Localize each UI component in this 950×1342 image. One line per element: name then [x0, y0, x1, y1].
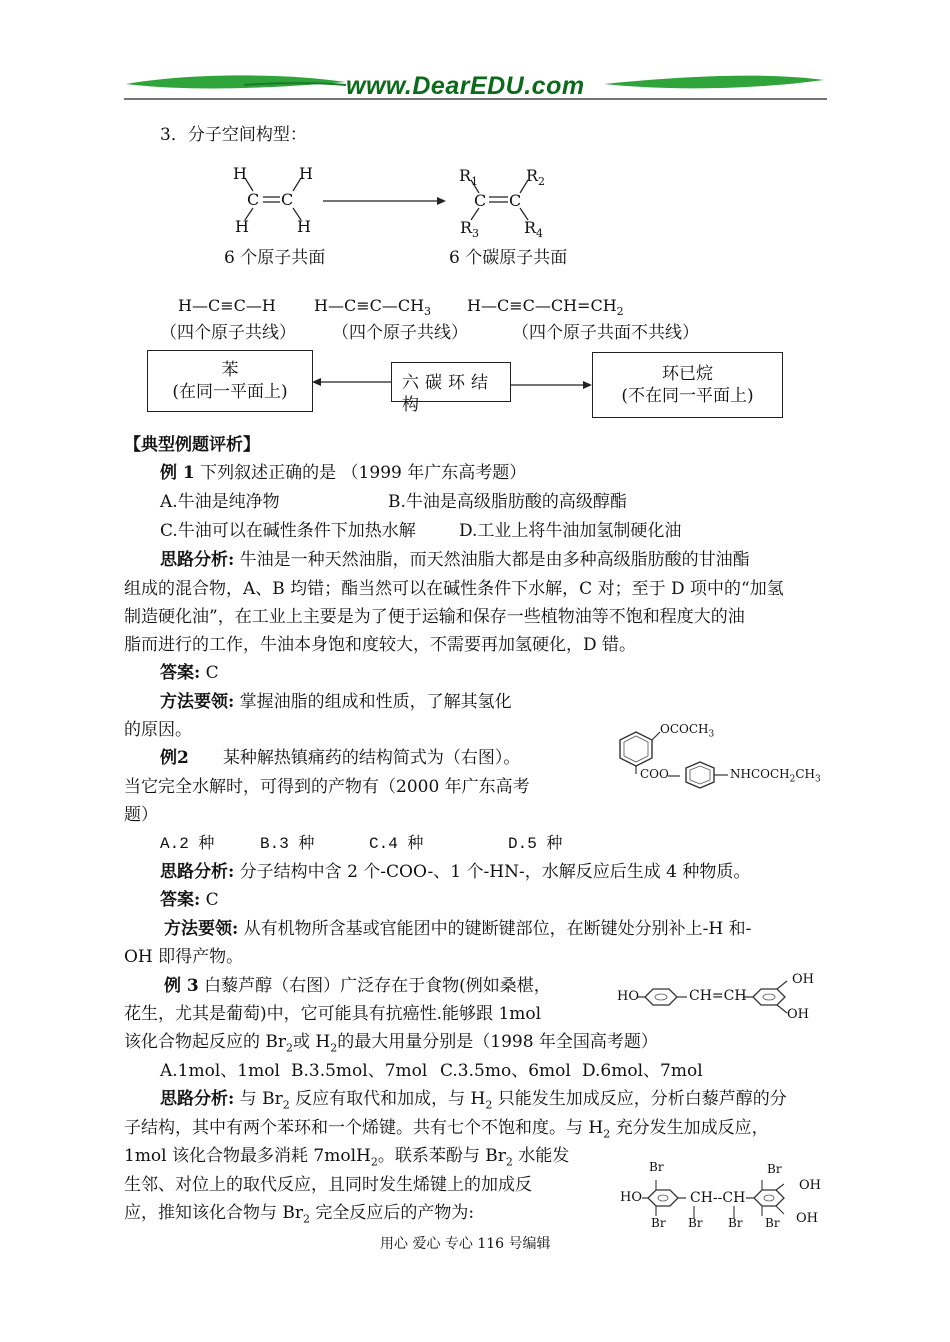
site-logo[interactable]: www.DearEDU.com	[346, 72, 585, 100]
ex2-struct-right-group: $NHCOCH_2CH_3$	[730, 767, 821, 785]
ex3-stem-line-1: 例 3 白藜芦醇（右图）广泛存在于食物(例如桑椹，	[164, 976, 551, 996]
atom-h-1: H	[233, 164, 247, 183]
atom-h-4: H	[297, 217, 311, 236]
ex3-analysis-line-1: 思路分析: 与 $Br_2$ 反应有取代和加成，与 $H_2$ 只能发生加成反应，分析白藜芦醇的分	[160, 1089, 787, 1112]
benzene-note: (在同一平面上)	[172, 382, 288, 402]
ex2-option-d: D.5 种	[508, 835, 563, 853]
product-br-1: Br	[649, 1160, 664, 1174]
ex2-method-line-2: OH 即得产物。	[124, 947, 244, 967]
linear-caption-1: （四个原子共线）	[160, 323, 296, 343]
product-br-6: Br	[765, 1216, 780, 1230]
ex3-analysis-line-2: 子结构，其中有两个苯环和一个烯键。共有七个不饱和度。与 $H_2$ 充分发生加成反应，	[124, 1118, 769, 1141]
atom-h-2: H	[299, 164, 313, 183]
ex2-answer: 答案: C	[160, 890, 219, 910]
ex2-stem-line-1: 例2 某种解热镇痛药的结构简式为（右图）。	[160, 748, 521, 768]
ex2-struct-top-group: $OCOCH_3$	[660, 722, 715, 740]
substituted-caption: 6 个碳原子共面	[449, 248, 568, 268]
atom-c-1: C	[247, 190, 260, 209]
product-br-5: Br	[728, 1216, 743, 1230]
ex1-stem: 例 1 下列叙述正确的是 （1999 年广东高考题）	[160, 463, 527, 483]
product-ho: HO	[620, 1190, 642, 1205]
atom-h-3: H	[235, 217, 249, 236]
group-r2: $R_2$	[526, 166, 546, 189]
ex1-analysis-line-2: 组成的混合物，A、B 均错；酯当然可以在碱性条件下水解，C 对；至于 D 项中的“加氢	[124, 579, 784, 599]
section-title: 3．分子空间构型：	[160, 125, 307, 145]
group-r3: $R_3$	[460, 218, 480, 241]
ex1-option-b: B.牛油是高级脂肪酸的高级醇酯	[388, 492, 627, 512]
ex2-analysis: 思路分析: 分子结构中含 2 个-COO-、1 个-HN-，水解反应后生成 4 种物质。	[160, 862, 751, 882]
box-arrows	[311, 372, 593, 392]
ex3-analysis-line-4: 生邻、对位上的取代反应，且同时发生烯键上的加成反	[124, 1175, 532, 1195]
group-r4: $R_4$	[524, 218, 544, 241]
page-footer: 用心 爱心 专心 116 号编辑	[380, 1236, 551, 1252]
ex1-method-line-2: 的原因。	[124, 720, 192, 740]
ex3-analysis-line-3: 1mol 该化合物最多消耗 7molH$_2$。联系苯酚与 $Br_2$ 水能发	[124, 1146, 570, 1169]
header-banner	[124, 66, 827, 102]
product-oh-top: OH	[799, 1178, 821, 1193]
vinylacetylene-formula: $H—C\equiv C—CH=CH_2$	[467, 296, 624, 319]
ex1-analysis-line-4: 脂而进行的工作，牛油本身饱和度较大，不需要再加氢硬化，D 错。	[124, 635, 637, 655]
resveratrol-oh-top: OH	[792, 972, 814, 987]
atom-c-2: C	[281, 190, 294, 209]
ex1-option-d: D.工业上将牛油加氢制硬化油	[459, 521, 682, 541]
ex3-option-c: C.3.5mo、6mol	[440, 1061, 571, 1081]
ex2-option-c: C.4 种	[369, 835, 424, 853]
ex3-option-d: D.6mol、7mol	[582, 1061, 703, 1081]
ex2-method-line-1: 方法要领: 从有机物所含基或官能团中的键断键部位，在断键处分别补上-H 和-	[164, 919, 752, 939]
benzene-name: 苯	[221, 360, 239, 380]
ex1-analysis-line-3: 制造硬化油”，在工业上主要是为了便于运输和保存一些植物油等不饱和程度大的油	[124, 607, 745, 627]
resveratrol-chch: CH=CH	[689, 988, 747, 1004]
ex2-struct-coo: COO	[640, 767, 669, 781]
ethylene-caption: 6 个原子共面	[224, 248, 326, 268]
ex3-option-b: B.3.5mol、7mol	[291, 1061, 428, 1081]
ex1-analysis-line-1: 思路分析: 牛油是一种天然油脂，而天然油脂大都是由多种高级脂肪酸的甘油酯	[160, 550, 750, 570]
cyclohexane-box	[592, 352, 783, 418]
group-r1: $R_1$	[459, 166, 479, 189]
resveratrol-ho: HO	[617, 989, 639, 1004]
six-carbon-ring-label: 六碳环结构	[402, 373, 494, 415]
product-br-2: Br	[767, 1162, 782, 1176]
ex2-stem-line-3: 题）	[124, 805, 158, 825]
benzene-box	[147, 350, 313, 412]
resveratrol-oh-bottom: OH	[787, 1007, 809, 1022]
ex3-analysis-line-5: 应，推知该化合物与 $Br_2$ 完全反应后的产物为:	[124, 1203, 475, 1226]
linear-caption-3: （四个原子共面不共线）	[512, 323, 699, 343]
ex1-answer: 答案: C	[160, 663, 219, 683]
cyclohexane-note: (不在同一平面上)	[621, 386, 754, 406]
acetylene-formula: H—C≡C—H	[178, 296, 276, 315]
product-br-3: Br	[651, 1216, 666, 1230]
product-chch: CH--CH	[690, 1190, 746, 1206]
ex2-stem-line-2: 当它完全水解时，可得到的产物有（2000 年广东高考	[124, 777, 530, 797]
product-oh-bottom: OH	[796, 1211, 818, 1226]
examples-heading: 【典型例题评析】	[124, 435, 260, 455]
propyne-formula: $H—C\equiv C—CH_3$	[314, 296, 432, 319]
ex2-option-b: B.3 种	[260, 835, 315, 853]
ex1-option-a: A.牛油是纯净物	[160, 492, 280, 512]
product-br-4: Br	[688, 1216, 703, 1230]
ex1-option-c: C.牛油可以在碱性条件下加热水解	[160, 521, 416, 541]
atom-c-3: C	[474, 191, 487, 210]
cyclohexane-name: 环已烷	[662, 364, 713, 384]
ex2-option-a: A.2 种	[160, 835, 215, 853]
ex3-option-a: A.1mol、1mol	[160, 1061, 280, 1081]
ex3-stem-line-2: 花生，尤其是葡萄)中，它可能具有抗癌性.能够跟 1mol	[124, 1004, 542, 1024]
ex1-method-line-1: 方法要领: 掌握油脂的组成和性质，了解其氢化	[160, 692, 512, 712]
atom-c-4: C	[509, 191, 522, 210]
linear-caption-2: （四个原子共线）	[332, 323, 468, 343]
ex3-stem-line-3: 该化合物起反应的 $Br_2$或 $H_2$的最大用量分别是（1998 年全国高考题）	[124, 1032, 658, 1055]
